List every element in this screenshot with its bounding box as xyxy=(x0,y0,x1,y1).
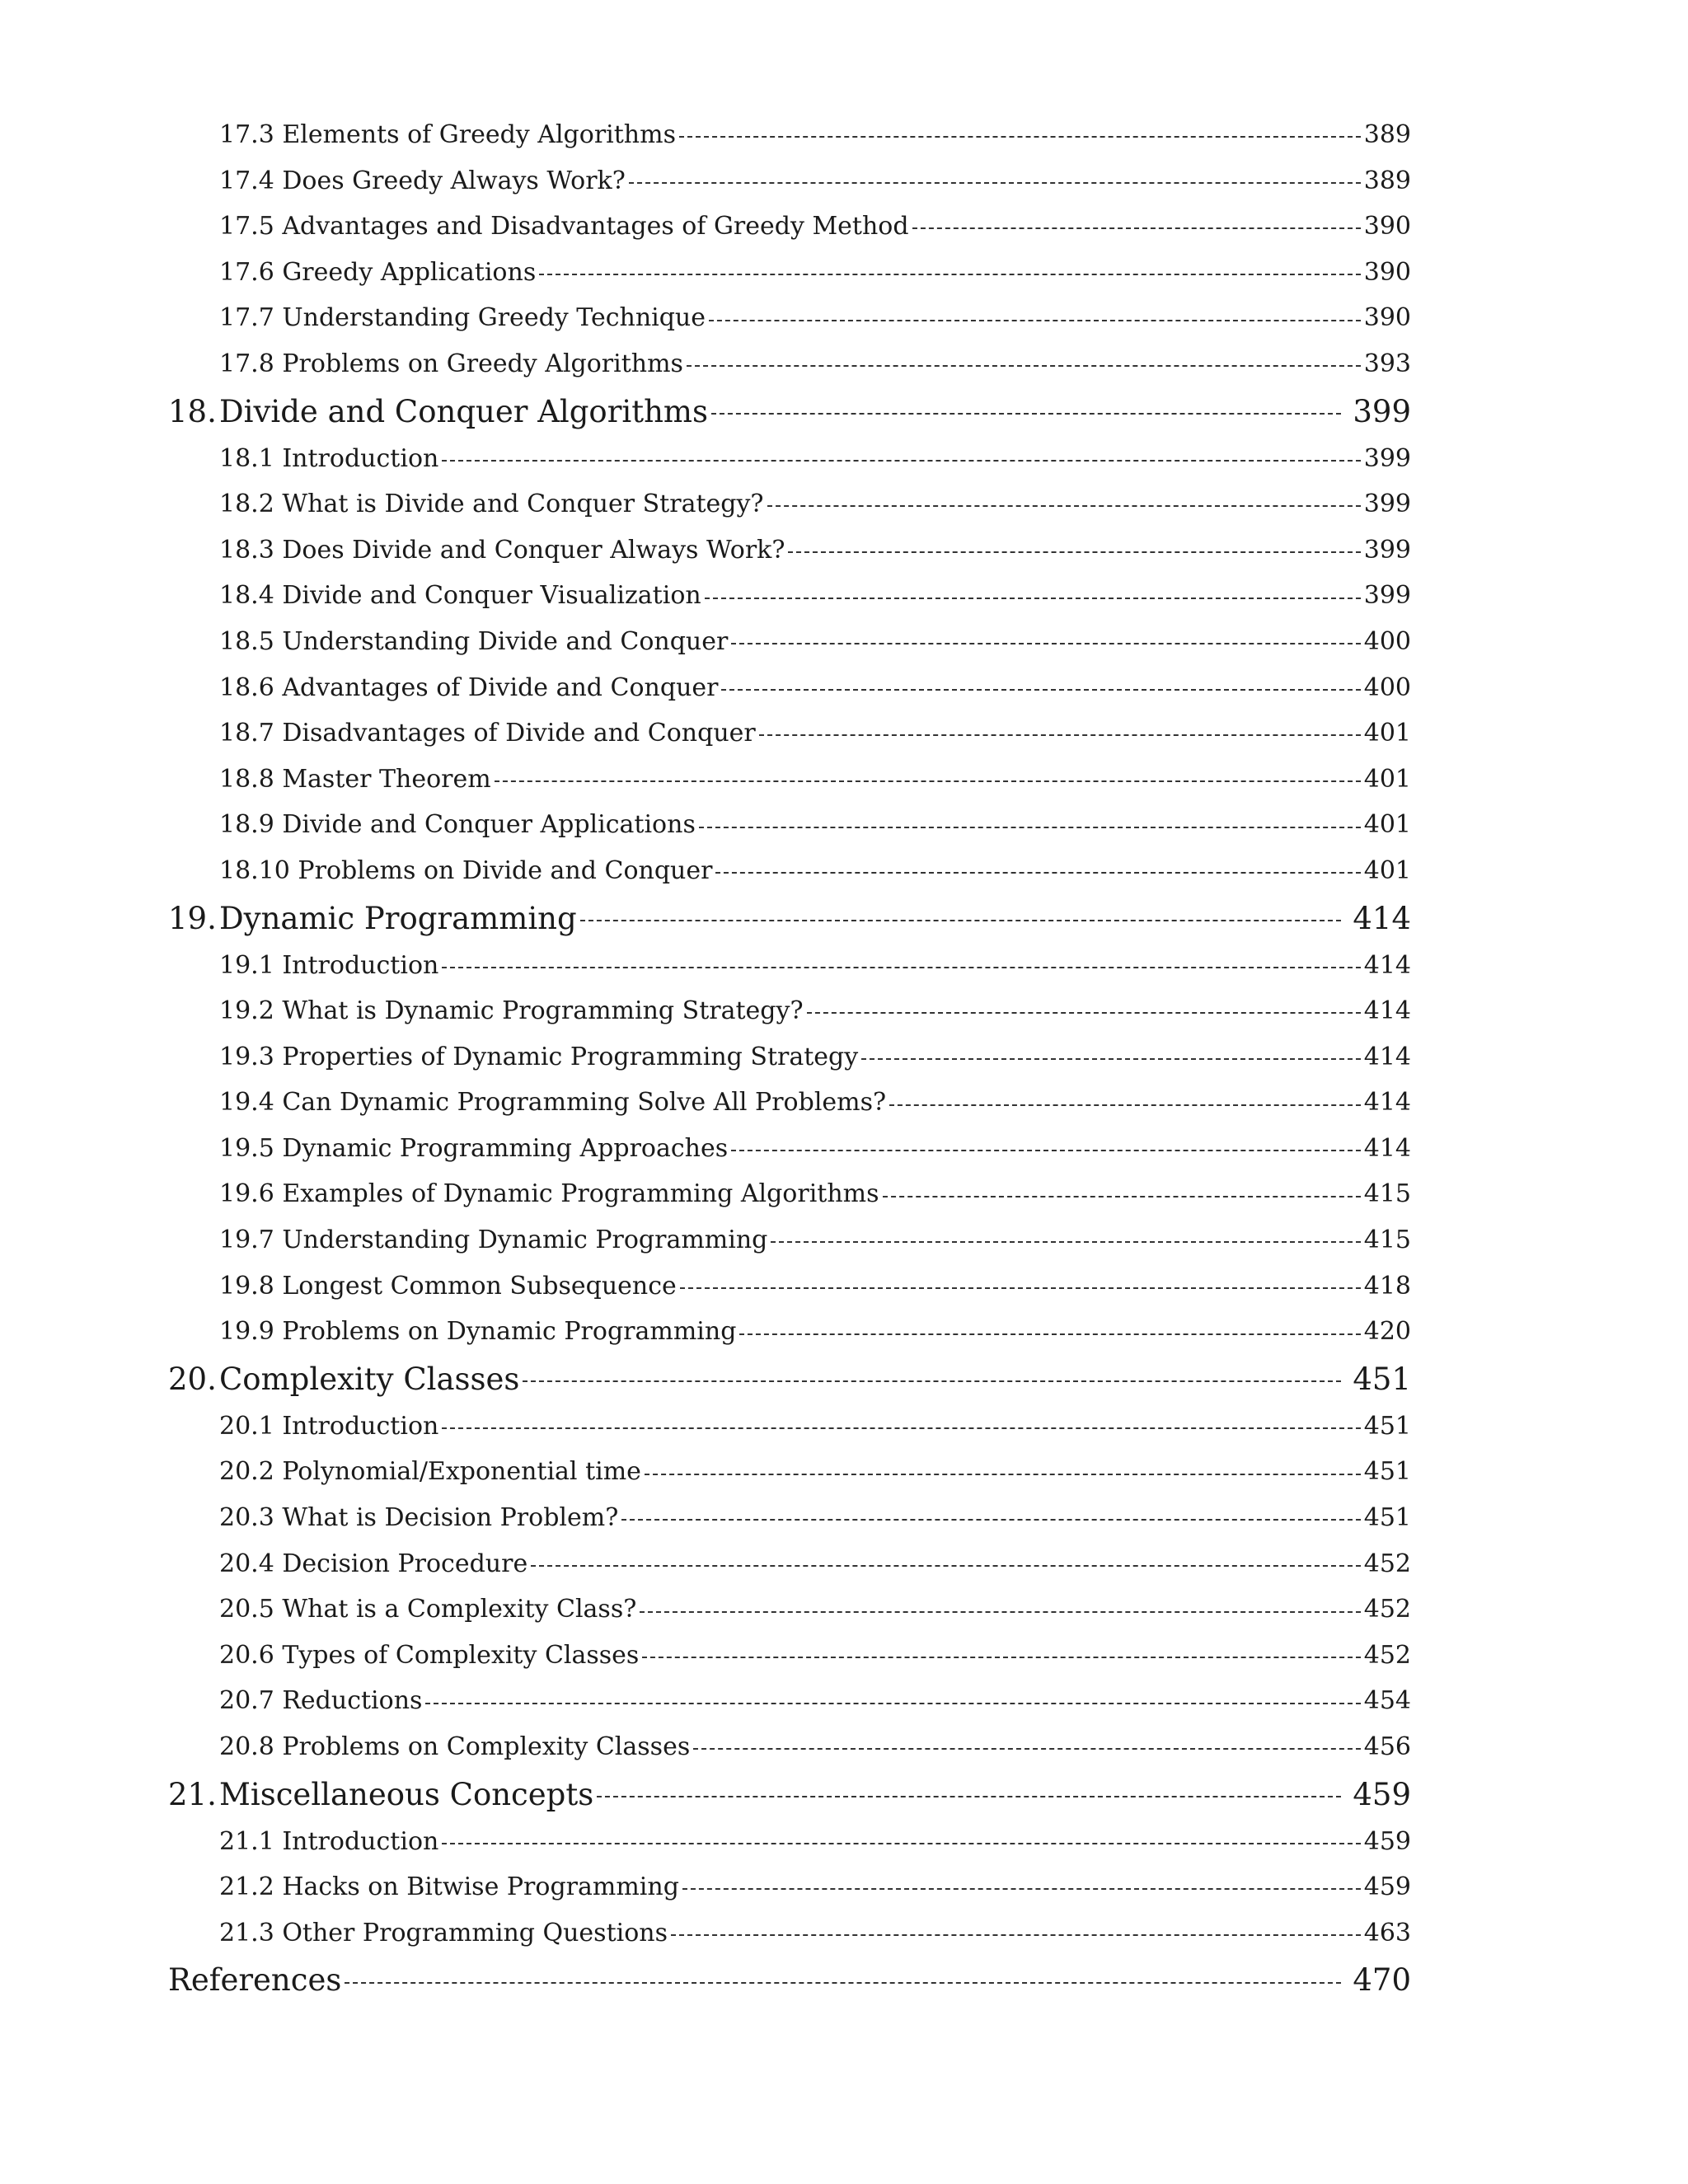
toc-section-entry xyxy=(0,112,1411,158)
dot-leader xyxy=(629,168,1361,193)
dot-leader xyxy=(711,396,1341,427)
dot-leader xyxy=(539,260,1361,285)
page-number: 399 xyxy=(1363,581,1411,611)
entry-title: 20.5 What is a Complexity Class? xyxy=(219,1595,637,1624)
toc-section-entry xyxy=(0,1449,1411,1495)
dot-leader xyxy=(861,1044,1361,1069)
entry-title: 18.6 Advantages of Divide and Conquer xyxy=(219,673,719,702)
entry-title: 18.5 Understanding Divide and Conquer xyxy=(219,626,729,656)
dot-leader xyxy=(771,1228,1360,1253)
dot-leader xyxy=(442,953,1360,977)
entry-title: 20.3 What is Decision Problem? xyxy=(219,1503,619,1533)
page-number: 401 xyxy=(1363,764,1411,794)
entry-title: 19.5 Dynamic Programming Approaches xyxy=(219,1133,729,1163)
dot-leader xyxy=(788,538,1360,563)
dot-leader xyxy=(731,630,1360,654)
entry-title: Miscellaneous Concepts xyxy=(219,1776,594,1812)
page-number: 401 xyxy=(1363,810,1411,840)
entry-title: 21.3 Other Programming Questions xyxy=(219,1918,668,1947)
toc-section-entry xyxy=(0,1495,1411,1541)
toc-section-entry xyxy=(0,757,1411,803)
dot-leader xyxy=(767,492,1361,517)
page-number: 415 xyxy=(1363,1226,1411,1255)
toc-section-entry xyxy=(0,1864,1411,1910)
entry-title: Dynamic Programming xyxy=(219,900,577,936)
chapter-number: 19. xyxy=(168,900,217,936)
dot-leader xyxy=(759,721,1361,746)
entry-title: 18.8 Master Theorem xyxy=(219,764,491,794)
dot-leader xyxy=(715,859,1360,883)
entry-title: 20.2 Polynomial/Exponential time xyxy=(219,1457,641,1487)
entry-title: 20.7 Reductions xyxy=(219,1686,423,1716)
entry-title: 17.8 Problems on Greedy Algorithms xyxy=(219,349,683,378)
page-number: 389 xyxy=(1363,166,1411,195)
toc-chapter-entry xyxy=(0,1770,1411,1819)
toc-section-entry xyxy=(0,1910,1411,1957)
toc-section-entry xyxy=(0,1404,1411,1450)
dot-leader xyxy=(739,1319,1360,1344)
page-number: 451 xyxy=(1363,1457,1411,1487)
page-number: 401 xyxy=(1363,719,1411,748)
toc-chapter-entry xyxy=(0,387,1411,436)
dot-leader xyxy=(682,1875,1361,1900)
entry-title: 18.9 Divide and Conquer Applications xyxy=(219,810,696,840)
page-number: 414 xyxy=(1363,1133,1411,1163)
toc-section-entry xyxy=(0,527,1411,574)
entry-title: 19.2 What is Dynamic Programming Strategy? xyxy=(219,996,804,1026)
entry-title: 20.6 Types of Complexity Classes xyxy=(219,1640,640,1670)
entry-title: 18.10 Problems on Divide and Conquer xyxy=(219,855,713,885)
dot-leader xyxy=(671,1921,1361,1946)
page-number: 414 xyxy=(1363,1042,1411,1071)
chapter-number: 18. xyxy=(168,393,217,429)
toc-section-entry xyxy=(0,158,1411,204)
dot-leader xyxy=(645,1460,1361,1484)
entry-title: 19.9 Problems on Dynamic Programming xyxy=(219,1317,737,1347)
page-number: 414 xyxy=(1353,900,1411,936)
entry-title: 18.2 What is Divide and Conquer Strategy? xyxy=(219,490,764,519)
entry-title: 17.4 Does Greedy Always Work? xyxy=(219,166,626,195)
dot-leader xyxy=(442,446,1360,471)
toc-section-entry xyxy=(0,481,1411,527)
dot-leader xyxy=(442,1829,1360,1854)
page-number: 459 xyxy=(1363,1872,1411,1902)
page-number: 399 xyxy=(1363,490,1411,519)
page-number: 454 xyxy=(1363,1686,1411,1716)
entry-title: 18.4 Divide and Conquer Visualization xyxy=(219,581,701,611)
toc-section-entry xyxy=(0,573,1411,619)
toc-section-entry xyxy=(0,619,1411,665)
entry-title: 20.4 Decision Procedure xyxy=(219,1549,528,1578)
toc-section-entry xyxy=(0,988,1411,1034)
dot-leader xyxy=(889,1090,1361,1115)
toc-section-entry xyxy=(0,1217,1411,1263)
toc-chapter-entry xyxy=(0,1355,1411,1404)
dot-leader xyxy=(621,1506,1360,1530)
page-number: 401 xyxy=(1363,855,1411,885)
entry-title: Divide and Conquer Algorithms xyxy=(219,393,708,429)
page-number: 390 xyxy=(1363,303,1411,333)
entry-title: 21.1 Introduction xyxy=(219,1826,439,1856)
entry-title: 19.6 Examples of Dynamic Programming Algorithms xyxy=(219,1179,879,1209)
toc-section-entry xyxy=(0,1724,1411,1770)
page-number: 415 xyxy=(1363,1179,1411,1209)
dot-leader xyxy=(523,1364,1341,1394)
chapter-number: 20. xyxy=(168,1361,217,1397)
dot-leader xyxy=(640,1597,1360,1622)
page-number: 414 xyxy=(1363,950,1411,980)
entry-title: 19.1 Introduction xyxy=(219,950,439,980)
toc-section-entry xyxy=(0,1633,1411,1679)
page-number: 463 xyxy=(1363,1918,1411,1947)
page-number: 414 xyxy=(1363,996,1411,1026)
page-number: 470 xyxy=(1353,1962,1411,1999)
page-number: 452 xyxy=(1363,1549,1411,1578)
page-number: 399 xyxy=(1363,443,1411,473)
entry-title: 20.8 Problems on Complexity Classes xyxy=(219,1732,691,1761)
dot-leader xyxy=(687,352,1361,377)
entry-title: 21.2 Hacks on Bitwise Programming xyxy=(219,1872,679,1902)
page-number: 459 xyxy=(1363,1826,1411,1856)
dot-leader xyxy=(680,1273,1361,1298)
toc-section-entry xyxy=(0,1126,1411,1172)
dot-leader xyxy=(495,767,1361,792)
dot-leader xyxy=(721,675,1360,700)
entry-title: 19.7 Understanding Dynamic Programming xyxy=(219,1226,768,1255)
dot-leader xyxy=(679,123,1361,148)
entry-title: 19.4 Can Dynamic Programming Solve All Problems? xyxy=(219,1088,887,1118)
page-number: 451 xyxy=(1353,1361,1411,1397)
toc-section-entry xyxy=(0,1171,1411,1217)
toc-section-entry xyxy=(0,1309,1411,1355)
page-number: 451 xyxy=(1363,1503,1411,1533)
dot-leader xyxy=(693,1735,1361,1760)
toc-references-entry xyxy=(0,1956,1411,2004)
entry-title: 18.1 Introduction xyxy=(219,443,439,473)
toc-section-entry xyxy=(0,665,1411,711)
page-number: 456 xyxy=(1363,1732,1411,1761)
page-number: 399 xyxy=(1363,535,1411,565)
table-of-contents xyxy=(0,112,1688,2004)
page-number: 418 xyxy=(1363,1271,1411,1301)
entry-title: Complexity Classes xyxy=(219,1361,520,1397)
dot-leader xyxy=(345,1965,1341,1995)
dot-leader xyxy=(442,1414,1360,1439)
page-number: 389 xyxy=(1363,120,1411,149)
toc-section-entry xyxy=(0,1678,1411,1724)
dot-leader xyxy=(642,1643,1360,1668)
dot-leader xyxy=(597,1779,1341,1810)
dot-leader xyxy=(883,1182,1361,1207)
entry-title: 19.8 Longest Common Subsequence xyxy=(219,1271,677,1301)
dot-leader xyxy=(731,1137,1361,1161)
chapter-number: 21. xyxy=(168,1776,217,1812)
page-number: 451 xyxy=(1363,1411,1411,1441)
entry-title: 19.3 Properties of Dynamic Programming Strategy xyxy=(219,1042,859,1071)
page-number: 390 xyxy=(1363,212,1411,241)
page-number: 452 xyxy=(1363,1595,1411,1624)
toc-section-entry xyxy=(0,943,1411,989)
page-number: 459 xyxy=(1353,1776,1411,1812)
dot-leader xyxy=(580,903,1342,934)
toc-section-entry xyxy=(0,295,1411,341)
toc-section-entry xyxy=(0,710,1411,757)
entry-title: 17.6 Greedy Applications xyxy=(219,257,537,287)
toc-chapter-entry xyxy=(0,894,1411,943)
dot-leader xyxy=(807,999,1361,1024)
page-number: 400 xyxy=(1363,673,1411,702)
toc-section-entry xyxy=(0,802,1411,848)
toc-section-entry xyxy=(0,1541,1411,1587)
entry-title: 17.5 Advantages and Disadvantages of Greedy Method xyxy=(219,212,909,241)
dot-leader xyxy=(425,1689,1360,1713)
toc-section-entry xyxy=(0,436,1411,482)
entry-title: 17.7 Understanding Greedy Technique xyxy=(219,303,706,333)
toc-section-entry xyxy=(0,1034,1411,1080)
dot-leader xyxy=(705,583,1361,608)
toc-section-entry xyxy=(0,204,1411,250)
toc-section-entry xyxy=(0,341,1411,387)
page-number: 414 xyxy=(1363,1088,1411,1118)
entry-title: 17.3 Elements of Greedy Algorithms xyxy=(219,120,676,149)
toc-section-entry xyxy=(0,1819,1411,1865)
entry-title: 18.3 Does Divide and Conquer Always Work? xyxy=(219,535,785,565)
page-number: 400 xyxy=(1363,626,1411,656)
page-number: 393 xyxy=(1363,349,1411,378)
toc-section-entry xyxy=(0,848,1411,894)
page-number: 390 xyxy=(1363,257,1411,287)
page-number: 452 xyxy=(1363,1640,1411,1670)
page-number: 399 xyxy=(1353,393,1411,429)
entry-title: 20.1 Introduction xyxy=(219,1411,439,1441)
toc-section-entry xyxy=(0,1263,1411,1310)
entry-title: 18.7 Disadvantages of Divide and Conquer xyxy=(219,719,756,748)
toc-section-entry xyxy=(0,1080,1411,1126)
dot-leader xyxy=(912,214,1361,239)
toc-section-entry xyxy=(0,1586,1411,1633)
toc-section-entry xyxy=(0,250,1411,296)
dot-leader xyxy=(699,813,1361,837)
page-number: 420 xyxy=(1363,1317,1411,1347)
entry-title: References xyxy=(168,1962,342,1999)
dot-leader xyxy=(531,1551,1361,1576)
dot-leader xyxy=(709,306,1361,330)
